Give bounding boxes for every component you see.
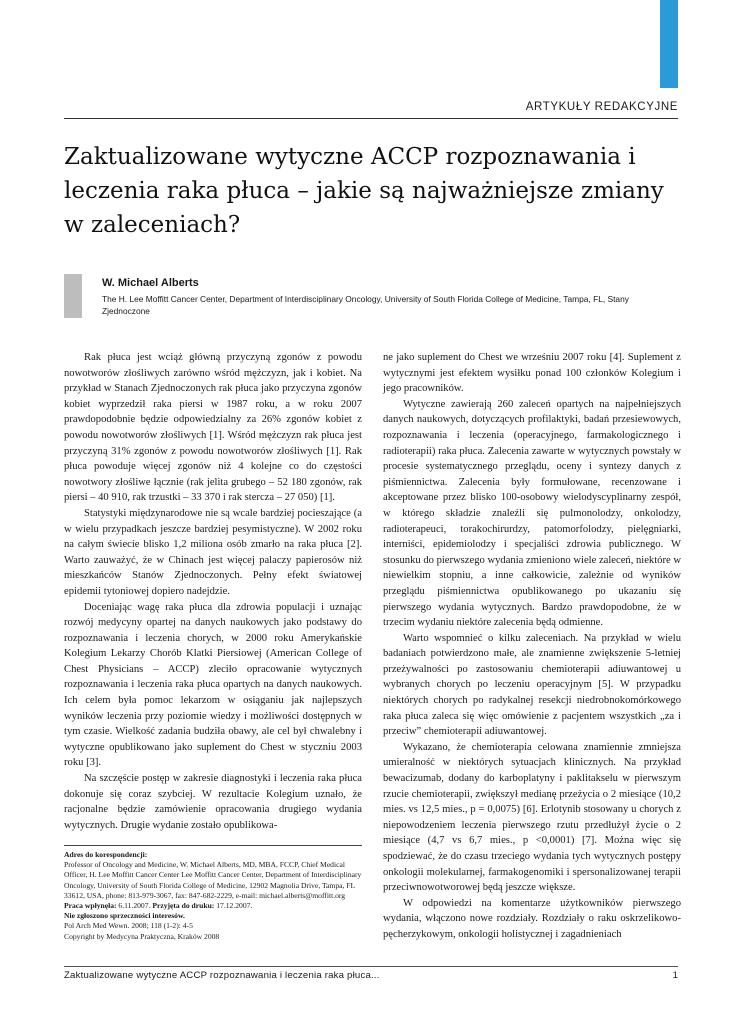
section-divider xyxy=(64,118,678,119)
copyright: Copyright by Medycyna Praktyczna, Kraków 2008 xyxy=(64,931,220,941)
paragraph: Rak płuca jest wciąż główną przyczyną zgonów z powodu nowotworów złośliwych zarówno wśród mężczyzn, jak i kobiet. Na przykład w Stanach Zjednoczonych rak płuca jako przyczyna zgonów kobiet wyprzedził raka piersi w 1987 roku, a w roku 2007 prawdopodobnie będzie odpowiedzialny za 26% zgonów kobiet z powodu nowotworów złośliwych [1]. Wśród mężczyzn rak płuca jest przyczyną 31% zgonów z powodu nowotworów złośliwych [1]. Rak płuca powoduje więcej zgonów niż 4 kolejne co do częstości nowotwory złośliwe łącznie (rak jelita grubego – 52 180 zgonów, rak piersi – 40 910, rak trzustki – 33 370 i rak sterczа – 27 050) [1]. xyxy=(64,352,362,504)
author-name: W. Michael Alberts xyxy=(102,277,199,289)
page-number: 1 xyxy=(672,970,678,981)
section-label: ARTYKUŁY REDAKCYJNE xyxy=(525,101,678,113)
article-title: Zaktualizowane wytyczne ACCP rozpoznawania i leczenia raka płuca – jakie są najważniejsze zmiany w zaleceniach? xyxy=(64,144,664,238)
author-affiliation: The H. Lee Moffitt Cancer Center, Department of Interdisciplinary Oncology, University of South Florida College of Medicine, Tampa, FL, Stany Zjednoczone xyxy=(102,294,629,316)
right-column xyxy=(383,350,681,943)
running-title: Zaktualizowane wytyczne ACCP rozpoznawania i leczenia raka płuca... xyxy=(64,970,380,981)
author-marker xyxy=(64,274,82,318)
accepted-label: Przyjęta do druku: xyxy=(152,901,215,911)
paragraph: Na szczęście postęp w zakresie diagnostyki i leczenia raka płuca dokonuje się coraz szybciej. W rezultacie Kolegium uznało, że racjonalne będzie zamówienie opracowania drugiego wydania wytycznych. Drugie wydanie zostało opublikowa- xyxy=(64,773,362,831)
paragraph: Statystyki międzynarodowe nie są wcale bardziej pocieszające (a w wielu przypadkach jeszcze bardziej pesymistyczne). W 2002 roku na całym świecie blisko 1,2 miliona osób zmarło na raka płuca [2]. Warto zauważyć, że w Chinach jest więcej palaczy papierosów niż mieszkańców Stanów Zjednoczonych. Pełny efekt światowej epidemii tytoniowej dopiero nadejdzie. xyxy=(64,507,362,597)
accent-bar xyxy=(660,0,678,88)
received-date: 6.11.2007. xyxy=(118,901,151,911)
footer-divider xyxy=(64,966,678,967)
paragraph: Doceniając wagę raka płuca dla zdrowia populacji i uznając rozwój medycyny opartej na danych naukowych jako podstawy do rozpoznawania i leczenia chorych, w 2000 roku Amerykańskie Kolegium Lekarzy Chorób Klatki Piersiowej (American College of Chest Physicians – ACCP) zleciło opracowanie wytycznych rozpoznawania i leczenia raka płuca opartych na danych naukowych. Ich celem była pomoc lekarzom w osiąganiu jak najlepszych wyników leczenia przy poziomie wiedzy i możliwości dostępnych w tym czasie. Wielkość zadania budziła obawy, ale cel był chwalebny i wytyczne opublikowano jako suplement do Chest w styczniu 2003 roku [3]. xyxy=(64,601,362,769)
paragraph: ne jako suplement do Chest we wrześniu 2007 roku [4]. Suplement z wytycznymi jest efektem wysiłku ponad 100 członków Kolegium i jego pracowników. xyxy=(383,352,681,395)
correspondence-text: Professor of Oncology and Medicine, W. Michael Alberts, MD, MBA, FCCP, Chief Medical Officer, H. Lee Moffitt Cancer Center Lee Moffitt Cancer Center, Department of Interdisciplinary Oncology, University of South Florida College of Medicine, 12902 Magnolia Drive, Tampa, FL 33612, USA, phone: 813-979-3067, fax: 847-682-2229, e-mail: michael.alberts@moffitt.org xyxy=(64,860,362,900)
paragraph: W odpowiedzi na komentarze użytkowników pierwszego wydania, włączono nowe rozdziały. Rozdziały o raku oskrzelikowo-pęcherzykowym, onkologii holistycznej i zagadnieniach xyxy=(383,897,681,940)
paragraph: Wykazano, że chemioterapia celowana znamiennie zmniejsza umieralność w niektórych sytuacjach klinicznych. Na przykład bewacizumab, dodany do karboplatyny i paklitakselu w pierwszym rzucie chemioterapii, zwiększył medianę przeżycia o 2 miesiące (10,2 mies. vs 12,5 mies., p = 0,0075) [6]. Erlotynib stosowany u chorych z niepowodzeniem leczenia pierwszego rzutu przedłużył życie o 2 miesiące (4,7 vs 6,7 mies., p <0,0001) [7]. Można więc się spodziewać, że do czasu trzeciego wydania tych wytycznych postępy onkologii molekularnej, farmakogenomiki i spersonalizowanej terapii przeciwnowotworowej będą jeszcze większe. xyxy=(383,741,681,894)
correspondence-heading: Adres do korespondencji: xyxy=(64,850,148,859)
received-label: Praca wpłynęła: xyxy=(64,901,117,911)
correspondence-block xyxy=(64,850,362,942)
accepted-date: 17.12.2007. xyxy=(216,901,253,911)
conflict-statement: Nie zgłoszono sprzeczności interesów. xyxy=(64,911,185,921)
left-column xyxy=(64,350,362,833)
citation: Pol Arch Med Wewn. 2008; 118 (1-2): 4-5 xyxy=(64,921,193,931)
paragraph: Warto wspomnieć o kilku zaleceniach. Na przykład w wielu badaniach potwierdzono małe, ale znamienne zwiększenie 5-letniej przeżywalności po zastosowaniu chemioterapii adiuwantowej u wybranych chorych po leczeniu operacyjnym [5]. W przypadku niektórych chorych po radykalnej resekcji niedrobnokomórkowego raka płuca zaleca się więc omówienie z pacjentem wszystkich „za i przeciw” chemioterapii adiuwantowej. xyxy=(383,632,681,738)
correspondence-divider xyxy=(64,845,362,846)
paragraph: Wytyczne zawierają 260 zaleceń opartych na najpełniejszych danych naukowych, dotyczących profilaktyki, badań przesiewowych, rozpoznawania i leczenia (operacyjnego, farmakologicznego i radioterapii) raka płuca. Zalecenia zawarte w wytycznych powstały w procesie systematycznego przeglądu, oceny i syntezy danych z piśmiennictwa. Zalecenia były formułowane, recenzowane i akceptowane przez blisko 100-osobowy wielodyscyplinarny zespół, w którego składzie znaleźli się pulmonolodzy, onkolodzy, radioterapeuci, torakochirurdzy, patomorfolodzy, pielęgniarki, interniści, epidemiolodzy i specjaliści zdrowia publicznego. W stosunku do pierwszego wydania zmieniono wiele zaleceń, niektóre w niewielkim stopniu, a inne całkowicie, zależnie od wyników przeglądu piśmiennictwa opublikowanego po ukazaniu się pierwszego wydania wytycznych. Bardzo prawdopodobne, że w trzecim wydaniu niektóre zalecenia będą odmienne. xyxy=(383,398,682,629)
